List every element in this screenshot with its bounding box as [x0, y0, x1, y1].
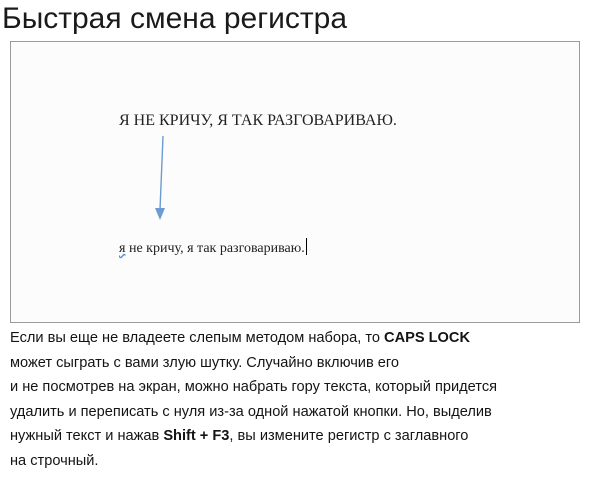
- paragraph-text: , вы измените регистр с заглавного: [229, 428, 469, 445]
- down-arrow-icon: [11, 42, 581, 324]
- document-screenshot: [10, 41, 580, 323]
- paragraph-line-2: может сыграть с вами злую шутку. Случайно включив его: [10, 354, 399, 371]
- lowercase-text: [119, 238, 307, 257]
- paragraph-text: нужный текст и нажав: [10, 428, 164, 445]
- shift-f3-key-text: Shift + F3: [163, 428, 230, 445]
- spellcheck-underlined-letter: я: [119, 241, 126, 256]
- text-cursor: [306, 238, 307, 255]
- paragraph-text: Если вы еще не владеете слепым методом набора, то: [10, 330, 385, 346]
- paragraph-line-1: [10, 326, 600, 351]
- paragraph-line-3: и не посмотрев на экран, можно набрать гору текста, который придется: [10, 379, 498, 396]
- lowercase-text-rest: не кричу, я так разговариваю.: [125, 241, 305, 256]
- paragraph-line-4: удалить и переписать с нуля из-за одной нажатой кнопки. Но, выделив: [10, 403, 492, 420]
- caps-lock-key-text: CAPS LOCK: [384, 330, 470, 346]
- paragraph-line-5: [10, 424, 600, 449]
- paragraph-line-6: на строчный.: [10, 452, 99, 469]
- description-paragraph: [10, 326, 600, 474]
- page-title: Быстрая смена регистра: [2, 2, 348, 35]
- uppercase-text: Я НЕ КРИЧУ, Я ТАК РАЗГОВАРИВАЮ.: [119, 112, 397, 129]
